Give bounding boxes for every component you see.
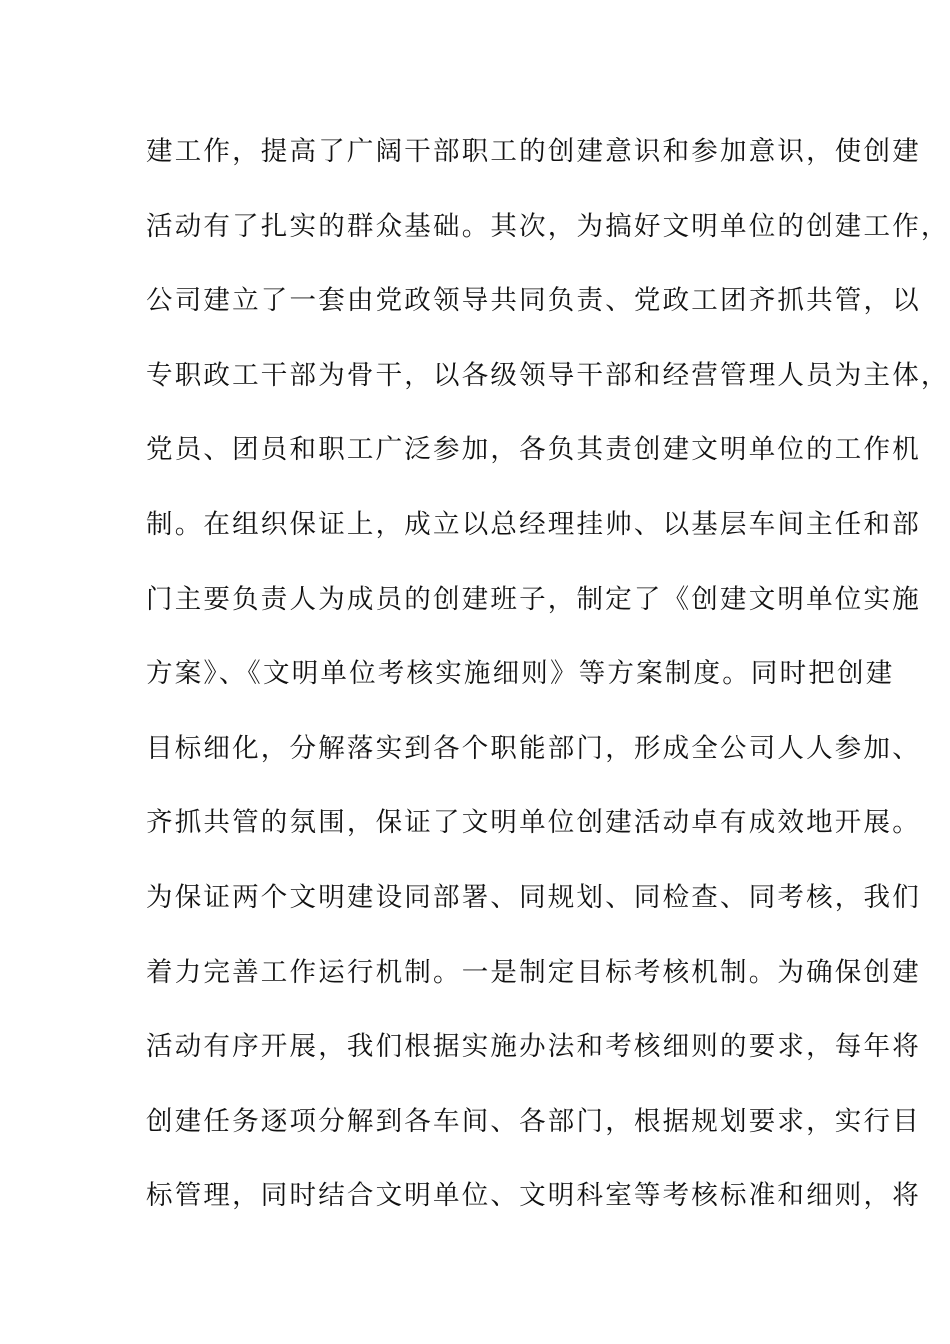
text-line: 标管理，同时结合文明单位、文明科室等考核标准和细则，将 <box>146 1180 921 1212</box>
text-line: 着力完善工作运行机制。一是制定目标考核机制。为确保创建 <box>146 956 921 988</box>
text-line: 目标细化，分解落实到各个职能部门，形成全公司人人参加、 <box>146 732 921 764</box>
text-line: 建工作，提高了广阔干部职工的创建意识和参加意识，使创建 <box>146 136 921 167</box>
text-line: 公司建立了一套由党政领导共同负责、党政工团齐抓共管，以 <box>146 285 921 317</box>
text-line: 制。在组织保证上，成立以总经理挂帅、以基层车间主任和部 <box>146 508 921 540</box>
text-line: 为保证两个文明建设同部署、同规划、同检查、同考核，我们 <box>146 881 921 913</box>
text-line: 专职政工干部为骨干，以各级领导干部和经营管理人员为主体， <box>146 359 950 391</box>
text-line: 方案》、《文明单位考核实施细则》等方案制度。同时把创建 <box>146 658 895 690</box>
text-line: 党员、团员和职工广泛参加，各负其责创建文明单位的工作机 <box>146 434 921 466</box>
body-text <box>146 128 950 1247</box>
text-line: 齐抓共管的氛围，保证了文明单位创建活动卓有成效地开展。 <box>146 807 921 839</box>
text-line: 门主要负责人为成员的创建班子，制定了《创建文明单位实施 <box>146 583 921 615</box>
text-line: 活动有序开展，我们根据实施办法和考核细则的要求，每年将 <box>146 1031 921 1063</box>
text-line: 创建任务逐项分解到各车间、各部门，根据规划要求，实行目 <box>146 1105 921 1137</box>
text-line: 活动有了扎实的群众基础。其次，为搞好文明单位的创建工作， <box>146 210 950 242</box>
